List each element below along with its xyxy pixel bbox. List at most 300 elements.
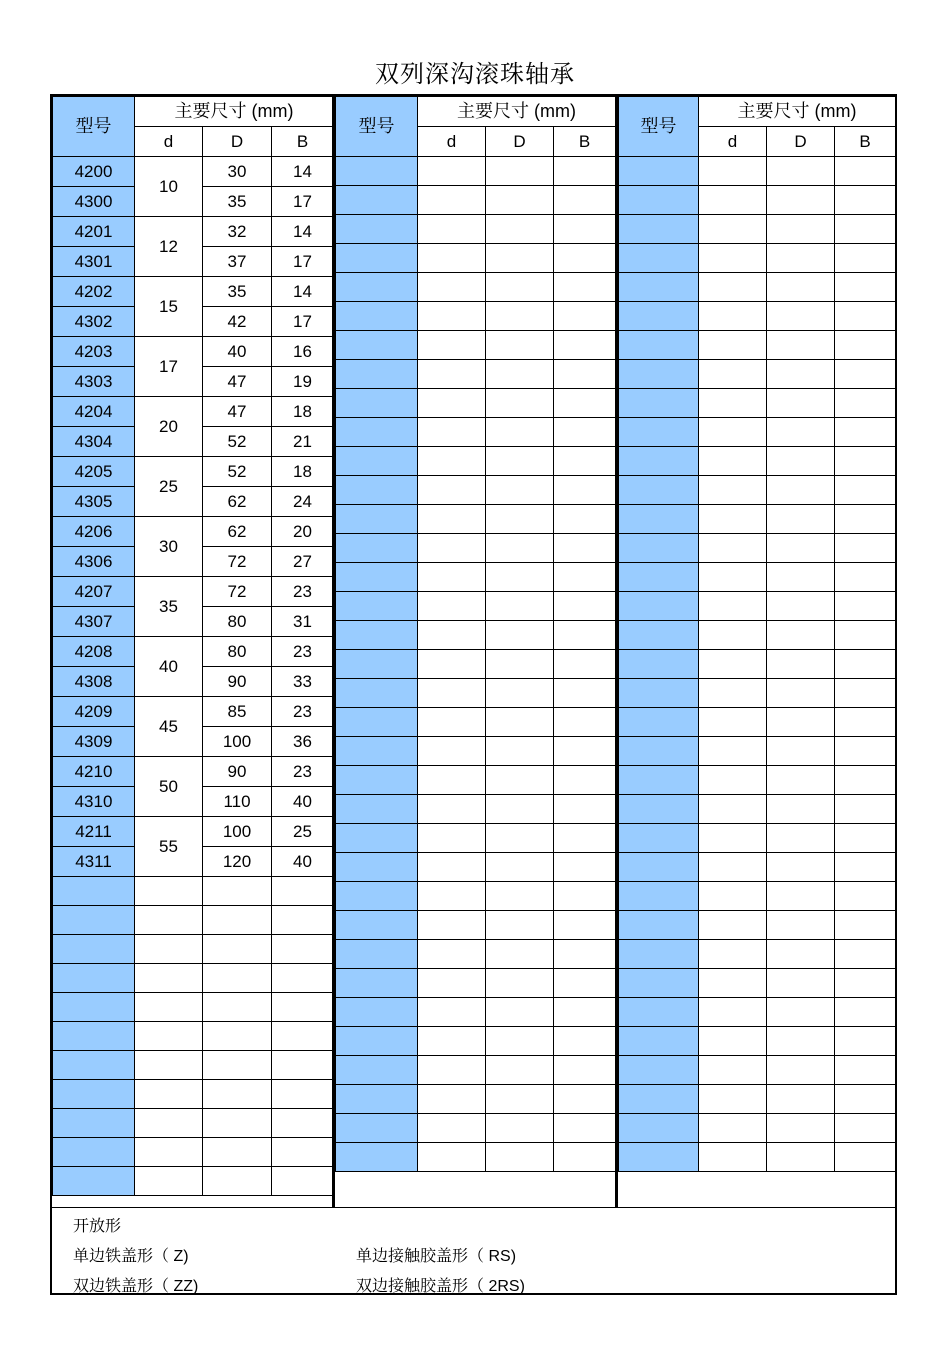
width-b-cell: 23 — [272, 637, 334, 667]
width-b-cell — [835, 1056, 896, 1085]
outer-d-cell: 35 — [203, 277, 272, 307]
outer-d-cell — [486, 737, 554, 766]
model-cell — [336, 273, 418, 302]
outer-d-cell — [486, 1114, 554, 1143]
width-b-cell: 18 — [272, 397, 334, 427]
model-cell — [619, 911, 699, 940]
model-cell — [53, 1051, 135, 1080]
outer-d-cell: 62 — [203, 487, 272, 517]
model-cell: 4301 — [53, 247, 135, 277]
width-b-cell — [554, 476, 616, 505]
width-b-cell — [554, 331, 616, 360]
width-b-cell — [554, 969, 616, 998]
table-row — [336, 389, 616, 418]
model-cell: 4300 — [53, 187, 135, 217]
model-cell — [619, 998, 699, 1027]
table-row — [619, 1114, 896, 1143]
header-row — [336, 97, 616, 127]
model-cell — [336, 534, 418, 563]
width-b-cell — [272, 906, 334, 935]
model-cell — [619, 389, 699, 418]
model-cell — [336, 650, 418, 679]
width-b-cell — [554, 911, 616, 940]
table-row — [336, 592, 616, 621]
outer-d-cell — [767, 650, 835, 679]
table-row — [619, 563, 896, 592]
bore-d-cell: 15 — [135, 277, 203, 337]
model-cell — [336, 418, 418, 447]
bore-d-cell — [135, 993, 203, 1022]
width-b-cell — [554, 737, 616, 766]
header-main-dimensions-label: 主要尺寸 — [457, 101, 529, 122]
model-cell — [619, 157, 699, 186]
width-b-cell — [835, 418, 896, 447]
table-row — [619, 1056, 896, 1085]
outer-d-cell — [767, 911, 835, 940]
model-cell — [619, 737, 699, 766]
outer-d-cell — [203, 935, 272, 964]
width-b-cell — [835, 157, 896, 186]
header-main-dimensions — [135, 97, 334, 127]
bore-d-cell — [418, 766, 486, 795]
outer-d-cell — [486, 911, 554, 940]
header-model: 型号 — [53, 97, 135, 157]
width-b-cell — [554, 534, 616, 563]
model-cell: 4309 — [53, 727, 135, 757]
bore-d-cell: 10 — [135, 157, 203, 217]
bore-d-cell — [418, 795, 486, 824]
table-row — [619, 911, 896, 940]
width-b-cell — [835, 969, 896, 998]
table-row — [336, 1143, 616, 1172]
table-row — [53, 877, 334, 906]
width-b-cell — [554, 157, 616, 186]
width-b-cell — [835, 766, 896, 795]
model-cell — [619, 1056, 699, 1085]
model-cell: 4200 — [53, 157, 135, 187]
width-b-cell — [835, 476, 896, 505]
outer-d-cell — [767, 940, 835, 969]
model-cell — [619, 969, 699, 998]
model-cell — [53, 964, 135, 993]
model-cell — [53, 1109, 135, 1138]
bore-d-cell — [699, 418, 767, 447]
outer-d-cell — [203, 1051, 272, 1080]
table-row — [53, 1109, 334, 1138]
outer-d-cell — [486, 592, 554, 621]
width-b-cell — [835, 882, 896, 911]
header-main-dimensions-label: 主要尺寸 — [174, 101, 247, 122]
table-row — [53, 1138, 334, 1167]
width-b-cell — [835, 1114, 896, 1143]
model-cell — [619, 418, 699, 447]
page-title: 双列深沟滚珠轴承 — [375, 60, 575, 88]
width-b-cell — [554, 215, 616, 244]
table-row — [619, 273, 896, 302]
table-row — [336, 650, 616, 679]
model-cell — [619, 447, 699, 476]
width-b-cell: 23 — [272, 697, 334, 727]
width-b-cell — [554, 621, 616, 650]
table-row — [336, 1027, 616, 1056]
table-row — [619, 766, 896, 795]
bore-d-cell — [418, 998, 486, 1027]
outer-d-cell — [203, 1109, 272, 1138]
header-col-inner-d: d — [699, 127, 767, 157]
width-b-cell — [272, 993, 334, 1022]
bore-d-cell — [418, 1114, 486, 1143]
model-cell — [336, 708, 418, 737]
table-row — [336, 476, 616, 505]
bore-d-cell — [418, 302, 486, 331]
bore-d-cell — [418, 476, 486, 505]
bore-d-cell — [699, 273, 767, 302]
width-b-cell — [835, 1027, 896, 1056]
outer-d-cell — [767, 592, 835, 621]
model-cell — [336, 795, 418, 824]
model-cell: 4203 — [53, 337, 135, 367]
width-b-cell: 19 — [272, 367, 334, 397]
table-row — [336, 302, 616, 331]
table-row — [336, 853, 616, 882]
bore-d-cell — [699, 331, 767, 360]
width-b-cell — [554, 418, 616, 447]
table-row — [336, 998, 616, 1027]
width-b-cell — [554, 882, 616, 911]
outer-d-cell — [486, 273, 554, 302]
width-b-cell: 40 — [272, 847, 334, 877]
outer-d-cell — [767, 244, 835, 273]
table-row — [53, 1022, 334, 1051]
width-b-cell — [835, 679, 896, 708]
bore-d-cell — [699, 476, 767, 505]
model-cell: 4302 — [53, 307, 135, 337]
outer-d-cell: 52 — [203, 427, 272, 457]
model-cell: 4308 — [53, 667, 135, 697]
outer-d-cell: 32 — [203, 217, 272, 247]
width-b-cell — [554, 766, 616, 795]
bore-d-cell: 17 — [135, 337, 203, 397]
width-b-cell — [554, 940, 616, 969]
outer-d-cell: 72 — [203, 577, 272, 607]
model-cell — [619, 1143, 699, 1172]
note-single-rubber — [356, 1243, 516, 1266]
outer-d-cell: 90 — [203, 667, 272, 697]
bore-d-cell — [699, 621, 767, 650]
bore-d-cell — [699, 795, 767, 824]
table-row — [619, 360, 896, 389]
model-cell — [336, 476, 418, 505]
outer-d-cell — [767, 1085, 835, 1114]
header-unit: (mm) — [814, 101, 857, 121]
outer-d-cell — [767, 998, 835, 1027]
table-row — [619, 418, 896, 447]
bore-d-cell — [699, 389, 767, 418]
table-row — [619, 882, 896, 911]
width-b-cell: 40 — [272, 787, 334, 817]
width-b-cell — [835, 447, 896, 476]
outer-d-cell: 100 — [203, 817, 272, 847]
width-b-cell: 36 — [272, 727, 334, 757]
outer-d-cell — [486, 476, 554, 505]
header-main-dimensions — [418, 97, 616, 127]
model-cell — [336, 186, 418, 215]
outer-d-cell: 72 — [203, 547, 272, 577]
table-row — [619, 1143, 896, 1172]
table-row — [53, 277, 334, 307]
bore-d-cell — [699, 679, 767, 708]
bore-d-cell: 50 — [135, 757, 203, 817]
width-b-cell — [554, 360, 616, 389]
outer-d-cell — [203, 1080, 272, 1109]
model-cell: 4305 — [53, 487, 135, 517]
header-model: 型号 — [336, 97, 418, 157]
width-b-cell — [272, 1051, 334, 1080]
width-b-cell — [554, 1143, 616, 1172]
width-b-cell — [835, 563, 896, 592]
outer-d-cell: 42 — [203, 307, 272, 337]
bore-d-cell — [699, 360, 767, 389]
model-cell — [336, 157, 418, 186]
outer-d-cell — [486, 650, 554, 679]
outer-d-cell — [767, 476, 835, 505]
model-cell — [53, 1167, 135, 1196]
table-row — [53, 637, 334, 667]
width-b-cell: 18 — [272, 457, 334, 487]
note-single-iron-text: 单边铁盖形 — [73, 1246, 154, 1265]
model-cell — [336, 331, 418, 360]
model-cell — [619, 882, 699, 911]
bore-d-cell — [699, 1027, 767, 1056]
table-row — [619, 650, 896, 679]
note-single-iron — [73, 1243, 189, 1266]
outer-d-cell — [767, 389, 835, 418]
table-row — [53, 935, 334, 964]
outer-d-cell — [767, 708, 835, 737]
model-cell: 4311 — [53, 847, 135, 877]
model-cell — [53, 877, 135, 906]
model-cell — [619, 360, 699, 389]
table-row — [53, 157, 334, 187]
outer-d-cell — [203, 964, 272, 993]
bore-d-cell — [418, 447, 486, 476]
model-cell: 4303 — [53, 367, 135, 397]
width-b-cell: 14 — [272, 217, 334, 247]
model-cell: 4202 — [53, 277, 135, 307]
outer-d-cell — [767, 302, 835, 331]
table-row — [336, 215, 616, 244]
model-cell — [619, 621, 699, 650]
table-row — [53, 397, 334, 427]
bore-d-cell — [699, 1085, 767, 1114]
width-b-cell — [835, 650, 896, 679]
model-cell — [53, 1138, 135, 1167]
outer-d-cell — [767, 1114, 835, 1143]
table-row — [53, 457, 334, 487]
table-row — [336, 273, 616, 302]
outer-d-cell — [486, 708, 554, 737]
model-cell — [53, 935, 135, 964]
outer-d-cell: 37 — [203, 247, 272, 277]
width-b-cell — [554, 650, 616, 679]
table-row — [619, 708, 896, 737]
model-cell — [336, 1114, 418, 1143]
table-row — [53, 993, 334, 1022]
model-cell — [336, 911, 418, 940]
outer-d-cell: 110 — [203, 787, 272, 817]
width-b-cell — [835, 1143, 896, 1172]
outer-d-cell — [767, 1143, 835, 1172]
outer-d-cell — [486, 1085, 554, 1114]
width-b-cell — [554, 505, 616, 534]
outer-d-cell: 120 — [203, 847, 272, 877]
model-cell — [619, 273, 699, 302]
model-cell: 4201 — [53, 217, 135, 247]
note-double-rubber-text: 双边接触胶盖形 — [356, 1276, 469, 1295]
model-cell — [619, 563, 699, 592]
table-row — [619, 331, 896, 360]
table-row — [619, 186, 896, 215]
model-cell: 4304 — [53, 427, 135, 457]
width-b-cell — [554, 302, 616, 331]
model-cell — [336, 447, 418, 476]
width-b-cell — [835, 737, 896, 766]
bearing-table-grid — [52, 96, 895, 1207]
model-cell — [336, 389, 418, 418]
header-row — [53, 97, 334, 127]
bore-d-cell — [699, 592, 767, 621]
model-cell — [336, 679, 418, 708]
table-row — [619, 737, 896, 766]
model-cell — [336, 940, 418, 969]
width-b-cell: 17 — [272, 187, 334, 217]
header-main-dimensions-label: 主要尺寸 — [737, 101, 810, 122]
model-cell — [619, 505, 699, 534]
bore-d-cell — [135, 906, 203, 935]
bore-d-cell — [699, 824, 767, 853]
model-cell — [619, 795, 699, 824]
note-double-rubber — [356, 1273, 525, 1296]
table-row — [336, 882, 616, 911]
bore-d-cell — [699, 215, 767, 244]
outer-d-cell — [486, 1056, 554, 1085]
table-row — [336, 708, 616, 737]
outer-d-cell — [486, 766, 554, 795]
width-b-cell: 23 — [272, 757, 334, 787]
outer-d-cell — [203, 1138, 272, 1167]
model-cell: 4307 — [53, 607, 135, 637]
width-b-cell — [835, 505, 896, 534]
outer-d-cell — [767, 360, 835, 389]
table-row — [619, 940, 896, 969]
bore-d-cell — [135, 1138, 203, 1167]
outer-d-cell — [486, 418, 554, 447]
table-row — [619, 302, 896, 331]
outer-d-cell: 52 — [203, 457, 272, 487]
width-b-cell — [835, 592, 896, 621]
outer-d-cell — [767, 418, 835, 447]
width-b-cell: 31 — [272, 607, 334, 637]
model-cell — [336, 1027, 418, 1056]
table-row — [336, 447, 616, 476]
width-b-cell — [835, 824, 896, 853]
width-b-cell: 23 — [272, 577, 334, 607]
outer-d-cell: 80 — [203, 607, 272, 637]
width-b-cell: 21 — [272, 427, 334, 457]
model-cell — [336, 882, 418, 911]
outer-d-cell: 47 — [203, 397, 272, 427]
bore-d-cell — [699, 186, 767, 215]
width-b-cell — [835, 621, 896, 650]
width-b-cell — [272, 935, 334, 964]
bore-d-cell: 12 — [135, 217, 203, 277]
width-b-cell: 33 — [272, 667, 334, 697]
seal-type-notes — [52, 1207, 895, 1294]
header-model: 型号 — [619, 97, 699, 157]
table-row — [53, 577, 334, 607]
width-b-cell — [554, 708, 616, 737]
width-b-cell: 27 — [272, 547, 334, 577]
bore-d-cell — [699, 969, 767, 998]
bore-d-cell — [418, 215, 486, 244]
outer-d-cell — [767, 215, 835, 244]
bore-d-cell — [418, 331, 486, 360]
note-double-iron — [73, 1273, 198, 1296]
table-row — [619, 592, 896, 621]
bore-d-cell — [699, 244, 767, 273]
bore-d-cell — [135, 1080, 203, 1109]
outer-d-cell: 35 — [203, 187, 272, 217]
outer-d-cell — [486, 969, 554, 998]
bore-d-cell — [699, 1056, 767, 1085]
width-b-cell: 16 — [272, 337, 334, 367]
bore-d-cell: 20 — [135, 397, 203, 457]
outer-d-cell — [486, 534, 554, 563]
outer-d-cell — [486, 1027, 554, 1056]
outer-d-cell — [486, 824, 554, 853]
model-cell: 4209 — [53, 697, 135, 727]
table-row — [336, 911, 616, 940]
bore-d-cell — [699, 708, 767, 737]
bore-d-cell — [135, 935, 203, 964]
table-row — [619, 447, 896, 476]
width-b-cell — [835, 998, 896, 1027]
model-cell — [336, 1143, 418, 1172]
outer-d-cell — [767, 679, 835, 708]
table-row — [53, 337, 334, 367]
table-row — [619, 244, 896, 273]
outer-d-cell — [486, 563, 554, 592]
bore-d-cell — [699, 882, 767, 911]
table-row — [336, 1114, 616, 1143]
model-cell — [336, 302, 418, 331]
outer-d-cell — [486, 389, 554, 418]
width-b-cell — [554, 389, 616, 418]
header-main-dimensions — [699, 97, 896, 127]
outer-d-cell — [486, 940, 554, 969]
header-unit: (mm) — [251, 101, 294, 121]
bore-d-cell — [418, 969, 486, 998]
model-cell — [619, 1027, 699, 1056]
width-b-cell — [554, 824, 616, 853]
width-b-cell — [554, 592, 616, 621]
model-cell — [619, 679, 699, 708]
width-b-cell: 17 — [272, 307, 334, 337]
table-row — [619, 1027, 896, 1056]
outer-d-cell — [767, 273, 835, 302]
bore-d-cell — [699, 766, 767, 795]
model-cell — [336, 592, 418, 621]
